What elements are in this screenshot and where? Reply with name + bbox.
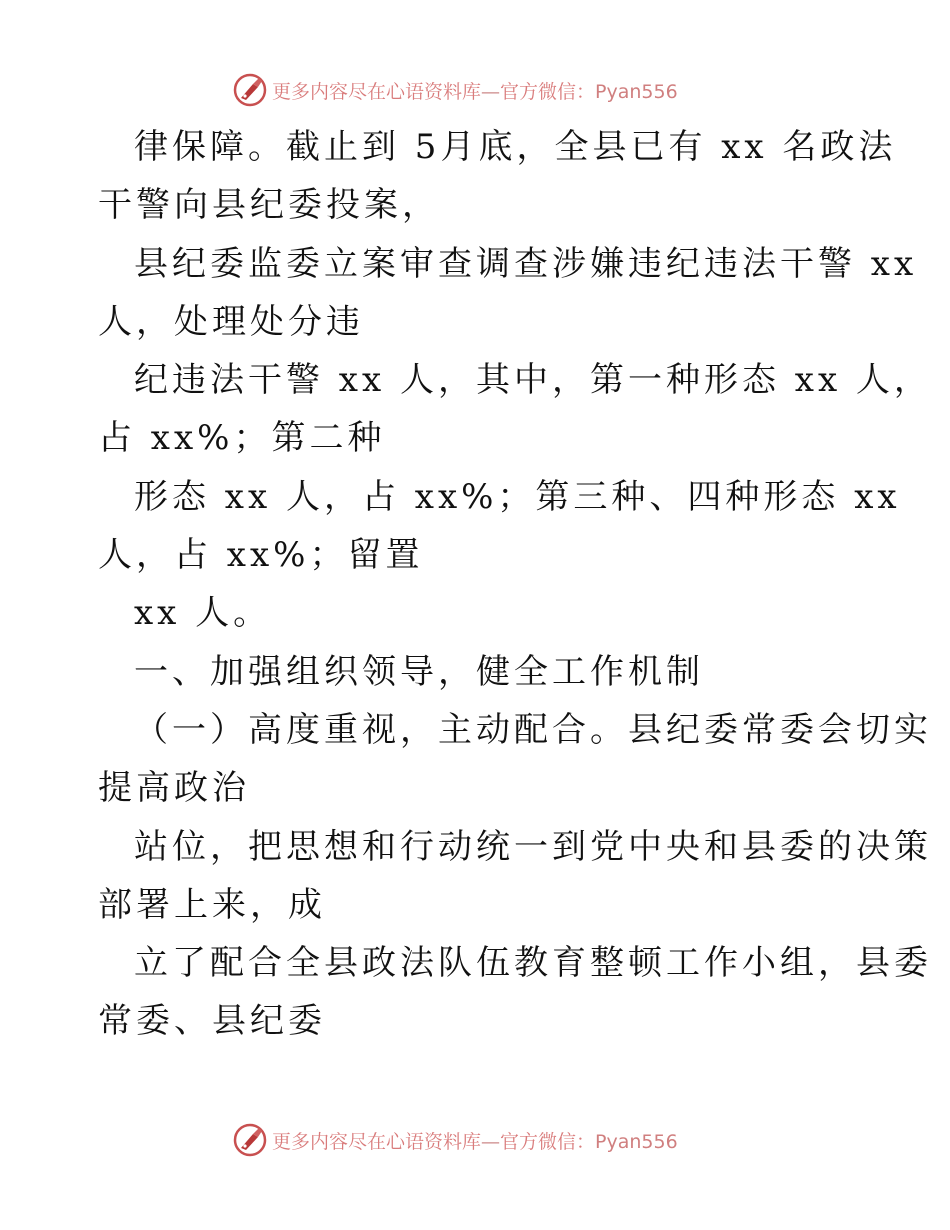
body-line: 形态 xx 人，占 xx%；第三种、四种形态 xx: [134, 476, 901, 517]
banner-wechat-id: Pyan556: [595, 1130, 678, 1153]
banner-separator: —: [481, 1130, 501, 1153]
banner-wechat-id: Pyan556: [595, 80, 678, 103]
body-line: xx 人。: [134, 593, 272, 634]
footer-banner: [232, 1120, 678, 1160]
section-heading: 一、加强组织领导，健全工作机制: [134, 651, 704, 692]
banner-slogan: 更多内容尽在心语资料库: [272, 80, 482, 103]
body-line: 提高政治: [98, 768, 250, 809]
body-line: 纪违法干警 xx 人，其中，第一种形态 xx 人，: [134, 360, 932, 401]
body-line: 人，处理处分违: [98, 301, 364, 342]
document-body: [98, 118, 932, 1051]
body-line: 部署上来，成: [98, 884, 326, 925]
body-line: 县纪委监委立案审查调查涉嫌违纪违法干警 xx: [134, 243, 918, 284]
banner-text: [272, 1127, 678, 1154]
banner-separator: —: [481, 80, 501, 103]
banner-wechat-label: 官方微信：: [500, 1130, 596, 1153]
subsection-heading: （一）高度重视，主动配合。县纪委常委会切实: [134, 709, 932, 750]
header-banner: [232, 70, 678, 110]
banner-text: [272, 77, 678, 104]
body-line: 人，占 xx%；留置: [98, 535, 424, 576]
body-line: 律保障。截止到 5月底，全县已有 xx 名政法: [134, 127, 897, 167]
body-line: 站位，把思想和行动统一到党中央和县委的决策: [134, 826, 932, 867]
body-line: 占 xx%；第二种: [98, 418, 386, 459]
body-line: 干警向县纪委投案，: [98, 185, 440, 226]
body-line: 立了配合全县政法队伍教育整顿工作小组，县委: [134, 943, 932, 984]
banner-wechat-label: 官方微信：: [500, 80, 596, 103]
banner-slogan: 更多内容尽在心语资料库: [272, 1130, 482, 1153]
pen-nib-circle-icon: [232, 1122, 268, 1158]
body-line: 常委、县纪委: [98, 1001, 326, 1042]
pen-nib-circle-icon: [232, 72, 268, 108]
